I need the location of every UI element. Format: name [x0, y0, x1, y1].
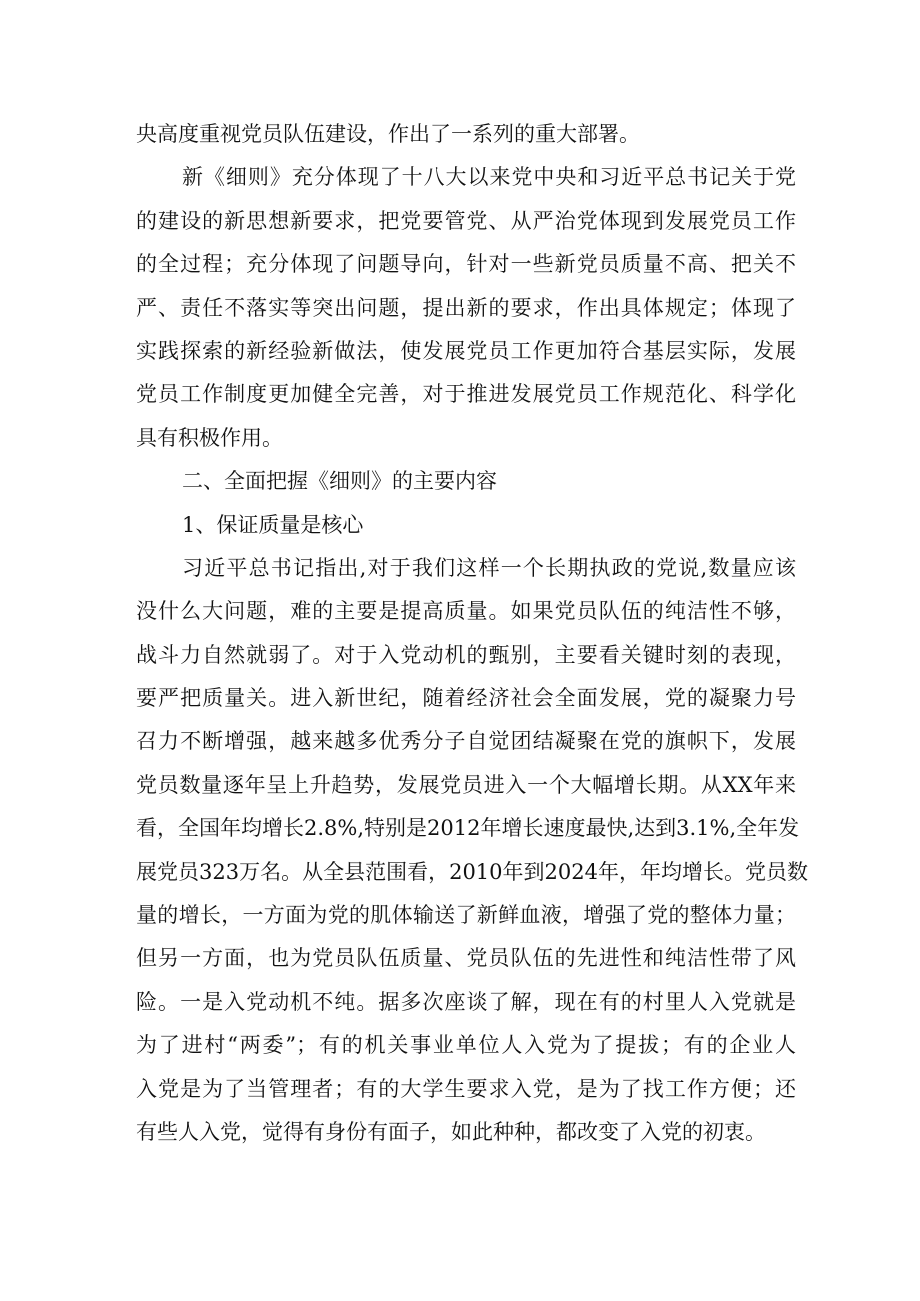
- paragraph-line: 新《细则》充分体现了十八大以来党中央和习近平总书记关于党: [182, 165, 796, 190]
- paragraph-line: 没什么大问题，难的主要是提高质量。如果党员队伍的纯洁性不够，: [136, 599, 796, 624]
- paragraph-line: 的建设的新思想新要求，把党要管党、从严治党体现到发展党员工作: [136, 208, 796, 233]
- paragraph-line: 入党是为了当管理者；有的大学生要求入党，是为了找工作方便；还: [136, 1076, 796, 1101]
- paragraph-line: 党员工作制度更加健全完善，对于推进发展党员工作规范化、科学化: [136, 382, 796, 407]
- paragraph-line: 展党员323万名。从全县范围看，2010年到2024年，年均增长。党员数: [136, 859, 808, 884]
- paragraph-line: 的全过程；充分体现了问题导向，针对一些新党员质量不高、把关不: [136, 252, 796, 277]
- paragraph-line: 具有积极作用。: [136, 425, 283, 450]
- paragraph-line: 有些人入党，觉得有身份有面子，如此种种，都改变了入党的初衷。: [136, 1119, 766, 1144]
- paragraph-line: 习近平总书记指出,对于我们这样一个长期执政的党说,数量应该: [182, 555, 796, 580]
- paragraph-line: 险。一是入党动机不纯。据多次座谈了解，现在有的村里人入党就是: [136, 989, 796, 1014]
- subsection-heading: 1、保证质量是核心: [182, 512, 364, 537]
- paragraph-line: 为了进村“两委”；有的机关事业单位人入党为了提拔；有的企业人: [136, 1033, 796, 1058]
- section-heading: 二、全面把握《细则》的主要内容: [182, 469, 497, 494]
- document-body: [136, 113, 808, 1154]
- paragraph-line: 严、责任不落实等突出问题，提出新的要求，作出具体规定；体现了: [136, 295, 796, 320]
- paragraph-line: 央高度重视党员队伍建设，作出了一系列的重大部署。: [136, 122, 640, 146]
- paragraph-line: 战斗力自然就弱了。对于入党动机的甄别，主要看关键时刻的表现，: [136, 642, 796, 667]
- paragraph-line: 但另一方面，也为党员队伍质量、党员队伍的先进性和纯洁性带了风: [136, 946, 796, 971]
- paragraph-line: 量的增长，一方面为党的肌体输送了新鲜血液，增强了党的整体力量；: [136, 903, 796, 928]
- paragraph-line: 召力不断增强，越来越多优秀分子自觉团结凝聚在党的旗帜下，发展: [136, 729, 796, 754]
- paragraph-line: 党员数量逐年呈上升趋势，发展党员进入一个大幅增长期。从XX年来: [136, 772, 796, 797]
- paragraph-line: 看，全国年均增长2.8%,特别是2012年增长速度最快,达到3.1%,全年发: [136, 816, 800, 841]
- paragraph-line: 实践探索的新经验新做法，使发展党员工作更加符合基层实际，发展: [136, 338, 796, 363]
- paragraph-line: 要严把质量关。进入新世纪，随着经济社会全面发展，党的凝聚力号: [136, 686, 796, 711]
